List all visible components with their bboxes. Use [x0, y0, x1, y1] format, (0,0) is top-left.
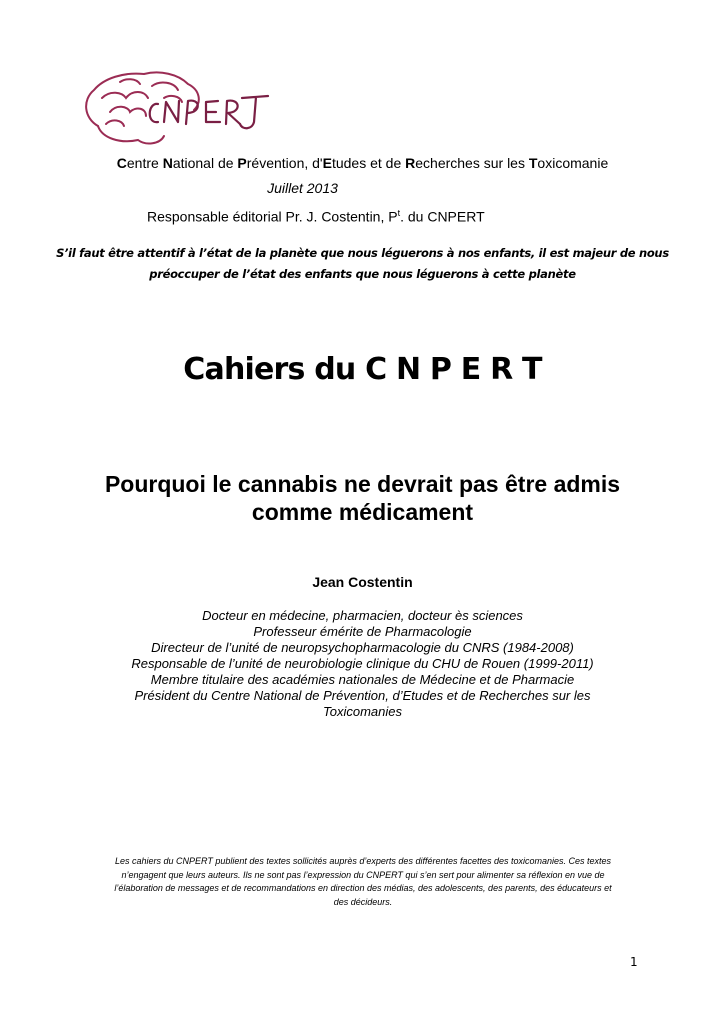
credential-line: Docteur en médecine, pharmacien, docteur ès sciences	[202, 608, 523, 623]
quote-line: S’il faut être attentif à l’état de la planète que nous léguerons à nos enfants, il est majeur de nous	[56, 246, 669, 260]
credential-line: Toxicomanies	[322, 704, 402, 719]
credential-line: Directeur de l’unité de neuropsychopharmacologie du CNRS (1984-2008)	[151, 640, 574, 655]
document-title: Pourquoi le cannabis ne devrait pas être admis comme médicament	[104, 471, 621, 525]
editor-line: Responsable éditorial Pr. J. Costentin, $P^t$. du CNPERT	[147, 208, 485, 225]
epigraph-quote	[40, 243, 685, 285]
disclaimer-note: Les cahiers du CNPERT publient des textes sollicités auprès d’experts des différentes facettes des toxicomanies. Ces textes n’engagent que leurs auteurs. Ils ne sont pas l’expression du CNPERT qui s’en sert pour alimenter sa réflexion en vue de l’élaboration de messages et de recommandations en direction des médias, des adolescents, des parents, des éducateurs et des décideurs.	[114, 856, 612, 907]
credential-line: Professeur émérite de Pharmacologie	[253, 624, 472, 639]
cnpert-logo	[80, 68, 270, 150]
page-number: 1	[630, 955, 638, 969]
organization-name: Centre National de Prévention, d'Etudes et de Recherches sur les Toxicomanie	[116, 155, 609, 171]
quote-line: préoccuper de l’état des enfants que nous léguerons à cette planète	[149, 267, 576, 281]
credential-line: Président du Centre National de Prévention, d’Etudes et de Recherches sur les	[134, 688, 591, 703]
author-credentials	[90, 608, 635, 720]
publication-date: Juillet 2013	[267, 180, 338, 196]
credential-line: Membre titulaire des académies nationales de Médecine et de Pharmacie	[150, 672, 575, 687]
author-name: Jean Costentin	[312, 574, 413, 590]
credential-line: Responsable de l’unité de neurobiologie clinique du CHU de Rouen (1999-2011)	[131, 656, 594, 671]
series-title: Cahiers du C N P E R T	[183, 352, 542, 387]
